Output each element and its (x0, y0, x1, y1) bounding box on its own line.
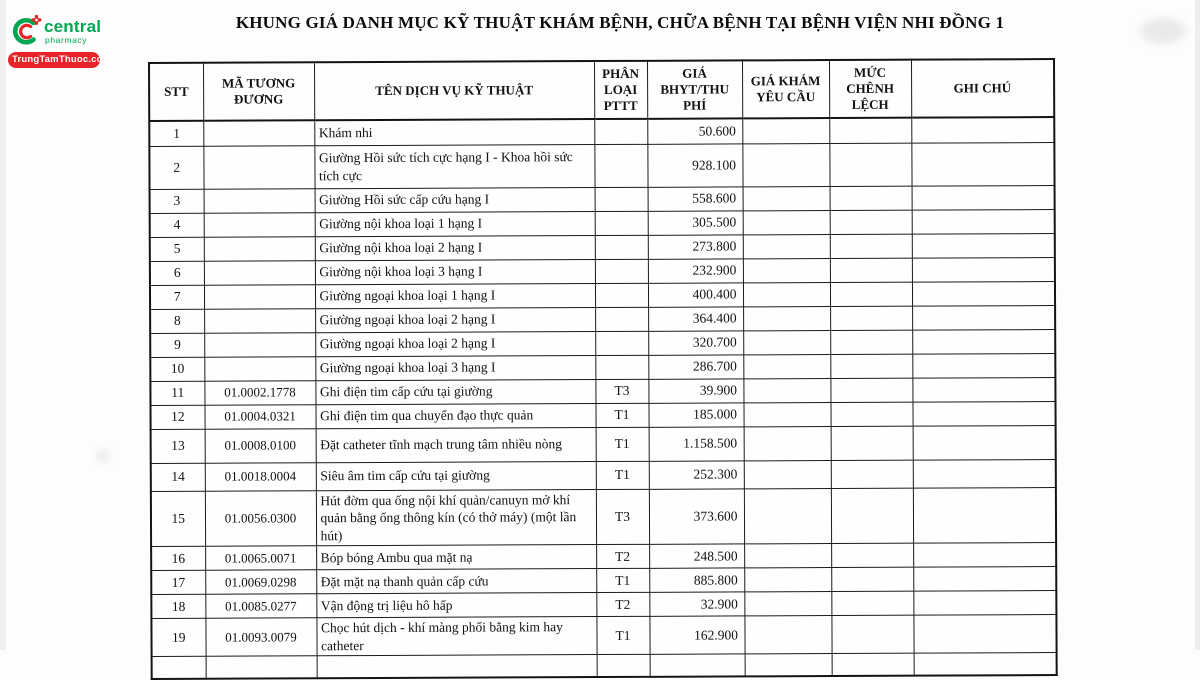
page-edge-shadow-left (0, 0, 6, 650)
logo-site-badge[interactable]: TrungTamThuoc.com (8, 52, 100, 68)
cell-code: 01.0008.0100 (205, 428, 316, 462)
cell-price-demand (743, 378, 830, 402)
cell-note (912, 257, 1055, 282)
cell-pttt-class: T3 (596, 489, 649, 545)
cell-margin (831, 426, 913, 460)
cell-price-demand (743, 402, 830, 426)
header-price-bhyt: GIÁ BHYT/THU PHÍ (647, 60, 742, 118)
cell-service-name: Giường Hồi sức cấp cứu hạng I (315, 187, 595, 212)
cell-margin (830, 330, 912, 354)
cell-margin (830, 402, 912, 426)
cell-code: 01.0002.1778 (204, 380, 315, 404)
cell-price-bhyt: 185.000 (648, 402, 743, 426)
cell-note (912, 353, 1055, 378)
cell-price-bhyt: 558.600 (648, 186, 743, 210)
cell-empty (206, 656, 317, 678)
cell-price-demand (744, 592, 831, 616)
cell-margin (830, 282, 912, 306)
cell-margin (830, 378, 912, 402)
cell-stt: 18 (151, 594, 205, 618)
cell-price-bhyt: 252.300 (649, 460, 744, 488)
cell-price-demand (743, 258, 830, 282)
cell-stt: 3 (150, 189, 204, 213)
cell-price-demand (743, 282, 830, 306)
cell-empty (745, 654, 832, 676)
cell-price-demand (744, 488, 831, 544)
header-service-name: TÊN DỊCH VỤ KỸ THUẬT (314, 61, 594, 120)
cell-code (204, 260, 315, 284)
cell-pttt-class: T2 (596, 544, 649, 568)
cell-stt: 16 (151, 546, 205, 570)
cell-code (203, 145, 314, 188)
cell-service-name: Đặt mặt nạ thanh quản cấp cứu (316, 569, 596, 594)
cell-code (204, 284, 315, 308)
cell-pttt-class: T3 (595, 379, 648, 403)
cell-stt: 14 (151, 463, 205, 491)
cell-price-demand (742, 143, 829, 186)
cell-code: 01.0018.0004 (205, 462, 316, 490)
cell-pttt-class (595, 331, 648, 355)
cell-margin (831, 460, 913, 488)
cell-pttt-class: T1 (595, 403, 648, 427)
cell-stt: 2 (149, 146, 203, 189)
cell-code (204, 236, 315, 260)
table-header-row (149, 59, 1054, 121)
cell-empty (152, 656, 206, 678)
cell-pttt-class (595, 307, 648, 331)
cell-price-demand (743, 186, 830, 210)
cell-service-name: Siêu âm tim cấp cứu tại giường (316, 461, 596, 490)
cell-stt: 4 (150, 213, 204, 237)
header-margin: MỨC CHÊNH LỆCH (829, 60, 911, 118)
cell-stt: 15 (151, 491, 205, 547)
cell-note (913, 459, 1056, 488)
cell-price-demand (744, 544, 831, 568)
cell-code: 01.0069.0298 (205, 570, 316, 594)
cell-empty (650, 654, 745, 676)
cell-margin (830, 354, 912, 378)
cell-stt: 19 (151, 618, 205, 656)
header-note: GHI CHÚ (911, 59, 1054, 118)
cell-price-bhyt: 885.800 (649, 568, 744, 592)
cell-code: 01.0093.0079 (205, 618, 316, 657)
cell-stt: 1 (149, 121, 203, 146)
cell-service-name: Giường Hồi sức tích cực hạng I - Khoa hồi sức tích cực (314, 144, 594, 188)
cell-service-name: Hút đờm qua ống nội khí quản/canuyn mở khí quản bằng ống thông kín (có thở máy) (một lần hút) (316, 489, 596, 546)
cell-note (912, 185, 1055, 210)
cell-service-name: Vận động trị liệu hô hấp (316, 593, 596, 618)
cell-stt: 7 (150, 285, 204, 309)
cell-price-bhyt: 286.700 (648, 354, 743, 378)
cell-price-demand (743, 210, 830, 234)
cell-margin (831, 567, 913, 591)
cell-price-bhyt: 273.800 (648, 234, 743, 258)
logo-sub-text: pharmacy (45, 35, 88, 45)
cell-note (911, 117, 1054, 143)
header-stt: STT (149, 63, 203, 121)
cell-code (204, 308, 315, 332)
cell-note (911, 142, 1054, 186)
cell-service-name: Chọc hút dịch - khí màng phổi bằng kim hay catheter (316, 617, 596, 656)
cell-margin (830, 258, 912, 282)
cell-service-name: Giường ngoại khoa loại 1 hạng I (315, 283, 595, 308)
scan-smudge (1140, 18, 1186, 44)
cell-note (913, 487, 1056, 543)
cell-price-bhyt: 364.400 (648, 306, 743, 330)
cell-service-name: Giường ngoại khoa loại 2 hạng I (315, 331, 595, 356)
cell-empty (832, 653, 914, 675)
cell-service-name: Ghi điện tim qua chuyển đạo thực quản (315, 403, 595, 428)
cell-pttt-class (595, 259, 648, 283)
header-price-demand: GIÁ KHÁM YÊU CẦU (742, 60, 829, 118)
cell-pttt-class (594, 119, 647, 144)
cell-code: 01.0085.0277 (205, 594, 316, 618)
cell-code (204, 332, 315, 356)
cell-margin (829, 143, 911, 186)
cell-pttt-class (595, 211, 648, 235)
cell-pttt-class (594, 144, 647, 187)
cell-service-name: Ghi điện tim cấp cứu tại giường (315, 379, 595, 404)
cell-code: 01.0004.0321 (204, 404, 315, 428)
cell-service-name: Giường ngoại khoa loại 3 hạng I (315, 355, 595, 380)
cell-price-bhyt: 305.500 (648, 210, 743, 234)
cell-price-bhyt: 373.600 (649, 488, 744, 544)
cell-price-bhyt: 248.500 (649, 544, 744, 568)
cell-code (204, 188, 315, 212)
cell-pttt-class (595, 283, 648, 307)
cell-stt: 11 (150, 381, 204, 405)
cell-pttt-class (595, 355, 648, 379)
cell-price-demand (743, 330, 830, 354)
cell-price-bhyt: 162.900 (649, 616, 744, 655)
cell-code: 01.0056.0300 (205, 490, 316, 546)
cell-price-bhyt: 32.900 (649, 592, 744, 616)
cell-price-bhyt: 50.600 (647, 118, 742, 143)
cell-note (912, 281, 1055, 306)
service-price-table (148, 58, 1058, 680)
cell-empty (914, 653, 1057, 676)
cell-service-name: Giường nội khoa loại 2 hạng I (315, 235, 595, 260)
cell-price-bhyt: 232.900 (648, 258, 743, 282)
cell-empty (597, 655, 650, 677)
cell-price-demand (744, 616, 831, 654)
scan-smudge (96, 450, 110, 462)
cell-code (204, 212, 315, 236)
table-row (149, 142, 1054, 189)
cell-price-bhyt: 39.900 (648, 378, 743, 402)
cell-price-bhyt: 320.700 (648, 330, 743, 354)
header-code: MÃ TƯƠNG ĐƯƠNG (203, 62, 314, 120)
central-pharmacy-c-icon (8, 12, 42, 48)
cell-code (204, 356, 315, 380)
table-row (151, 425, 1056, 463)
cell-price-bhyt: 1.158.500 (649, 426, 744, 460)
cell-price-bhyt: 400.400 (648, 282, 743, 306)
cell-stt: 10 (150, 357, 204, 381)
cell-pttt-class: T1 (596, 461, 649, 489)
cell-margin (831, 615, 913, 653)
cell-margin (830, 210, 912, 234)
cell-price-bhyt: 928.100 (647, 143, 742, 186)
table-row (151, 487, 1056, 547)
cell-service-name: Giường nội khoa loại 3 hạng I (315, 259, 595, 284)
cell-margin (830, 234, 912, 258)
cell-stt: 17 (151, 570, 205, 594)
document-title: KHUNG GIÁ DANH MỤC KỸ THUẬT KHÁM BỆNH, CHỮA BỆNH TẠI BỆNH VIỆN NHI ĐỒNG 1 (235, 13, 1005, 32)
cell-price-demand (743, 306, 830, 330)
price-table (148, 58, 1056, 680)
cell-note (912, 305, 1055, 330)
cell-pttt-class: T1 (596, 616, 649, 654)
cell-note (913, 425, 1056, 460)
cell-note (913, 591, 1056, 616)
cell-note (912, 401, 1055, 426)
cell-note (912, 209, 1055, 234)
cell-note (913, 615, 1056, 654)
cell-stt: 12 (150, 405, 204, 429)
cell-service-name: Khám nhi (314, 119, 594, 145)
cell-price-demand (744, 426, 831, 460)
cell-price-demand (743, 234, 830, 258)
cell-stt: 9 (150, 333, 204, 357)
cell-stt: 5 (150, 237, 204, 261)
logo-brand-text: central (44, 17, 102, 36)
header-pttt-class: PHÂN LOẠI PTTT (594, 61, 647, 119)
cell-margin (831, 591, 913, 615)
cell-pttt-class: T1 (596, 427, 649, 461)
cell-pttt-class (595, 187, 648, 211)
page-edge-shadow-right (1195, 0, 1200, 650)
cell-note (912, 233, 1055, 258)
cell-stt: 6 (150, 261, 204, 285)
cell-code: 01.0065.0071 (205, 546, 316, 570)
cell-price-demand (742, 118, 829, 143)
cell-price-demand (744, 568, 831, 592)
cell-margin (831, 543, 913, 567)
cell-note (913, 567, 1056, 592)
cell-code (203, 120, 314, 145)
table-row-cutoff (152, 653, 1057, 679)
cell-pttt-class (595, 235, 648, 259)
cell-margin (829, 118, 911, 143)
cell-note (912, 329, 1055, 354)
cell-price-demand (744, 460, 831, 488)
cell-note (913, 543, 1056, 568)
cell-pttt-class: T1 (596, 568, 649, 592)
cell-empty (317, 655, 597, 678)
cell-note (912, 377, 1055, 402)
cell-service-name: Đặt catheter tĩnh mạch trung tâm nhiều nòng (316, 427, 596, 462)
central-pharmacy-logo (8, 12, 116, 68)
cell-margin (831, 488, 913, 544)
cell-pttt-class: T2 (596, 592, 649, 616)
cell-price-demand (743, 354, 830, 378)
cell-stt: 13 (151, 429, 205, 463)
table-row (151, 615, 1056, 657)
cell-stt: 8 (150, 309, 204, 333)
cell-service-name: Giường nội khoa loại 1 hạng I (315, 211, 595, 236)
cell-margin (830, 186, 912, 210)
cell-service-name: Bóp bóng Ambu qua mặt nạ (316, 545, 596, 570)
cell-service-name: Giường ngoại khoa loại 2 hạng I (315, 307, 595, 332)
cell-margin (830, 306, 912, 330)
table-row (151, 459, 1056, 491)
